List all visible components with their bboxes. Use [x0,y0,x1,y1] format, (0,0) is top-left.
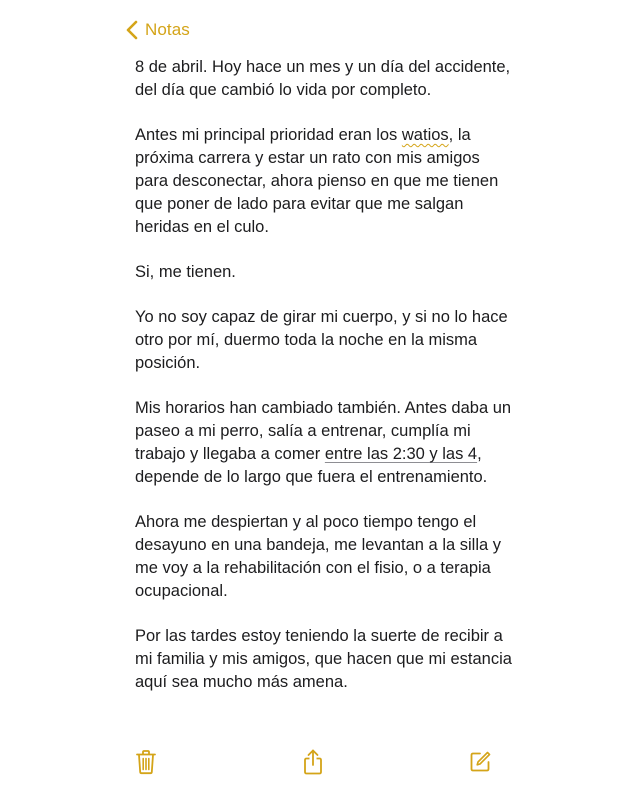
share-button[interactable] [298,748,328,780]
note-paragraph: Si, me tienen. [135,263,236,281]
trash-icon [135,749,157,780]
share-icon [302,748,324,781]
note-paragraph: 8 de abril. Hoy hace un mes y un día del accidente, del día que cambió lo vida por completo. [135,58,511,99]
back-button[interactable] [126,17,190,43]
note-paragraph [135,397,515,489]
compose-icon [468,750,492,779]
paragraph-text: Mis horarios han cambiado también. Antes daba un paseo a mi perro, salía a entrenar, cumplía mi trabajo y llegaba a comer [135,399,512,463]
note-paragraph: Ahora me despiertan y al poco tiempo tengo el desayuno en una bandeja, me levantan a la silla y me voy a la rehabilitación con el fisio, o a terapia ocupacional. [135,513,502,600]
note-paragraph [135,124,515,239]
delete-button[interactable] [131,748,161,780]
paragraph-text: , la próxima carrera y estar un rato con mis amigos para desconectar, ahora pienso en que me tienen que poner de lado para evitar que me salgan heridas en el culo. [135,126,499,236]
note-paragraph: Por las tardes estoy teniendo la suerte de recibir a mi familia y mis amigos, que hacen que mi estancia aquí sea mucho más amena. [135,627,512,691]
paragraph-text: Antes mi principal prioridad eran los [135,126,402,144]
new-note-button[interactable] [465,748,495,780]
back-label: Notas [145,20,190,39]
note-body[interactable] [135,56,515,716]
chevron-left-icon [126,20,138,40]
bottom-toolbar [0,748,640,784]
time-data-link[interactable]: entre las 2:30 y las 4 [324,445,478,463]
note-paragraph: Yo no soy capaz de girar mi cuerpo, y si no lo hace otro por mí, duermo toda la noche en la misma posición. [135,308,508,372]
misspelled-word[interactable]: watios [401,126,449,144]
paragraph-text: , depende de lo largo que fuera el entrenamiento. [135,445,488,486]
